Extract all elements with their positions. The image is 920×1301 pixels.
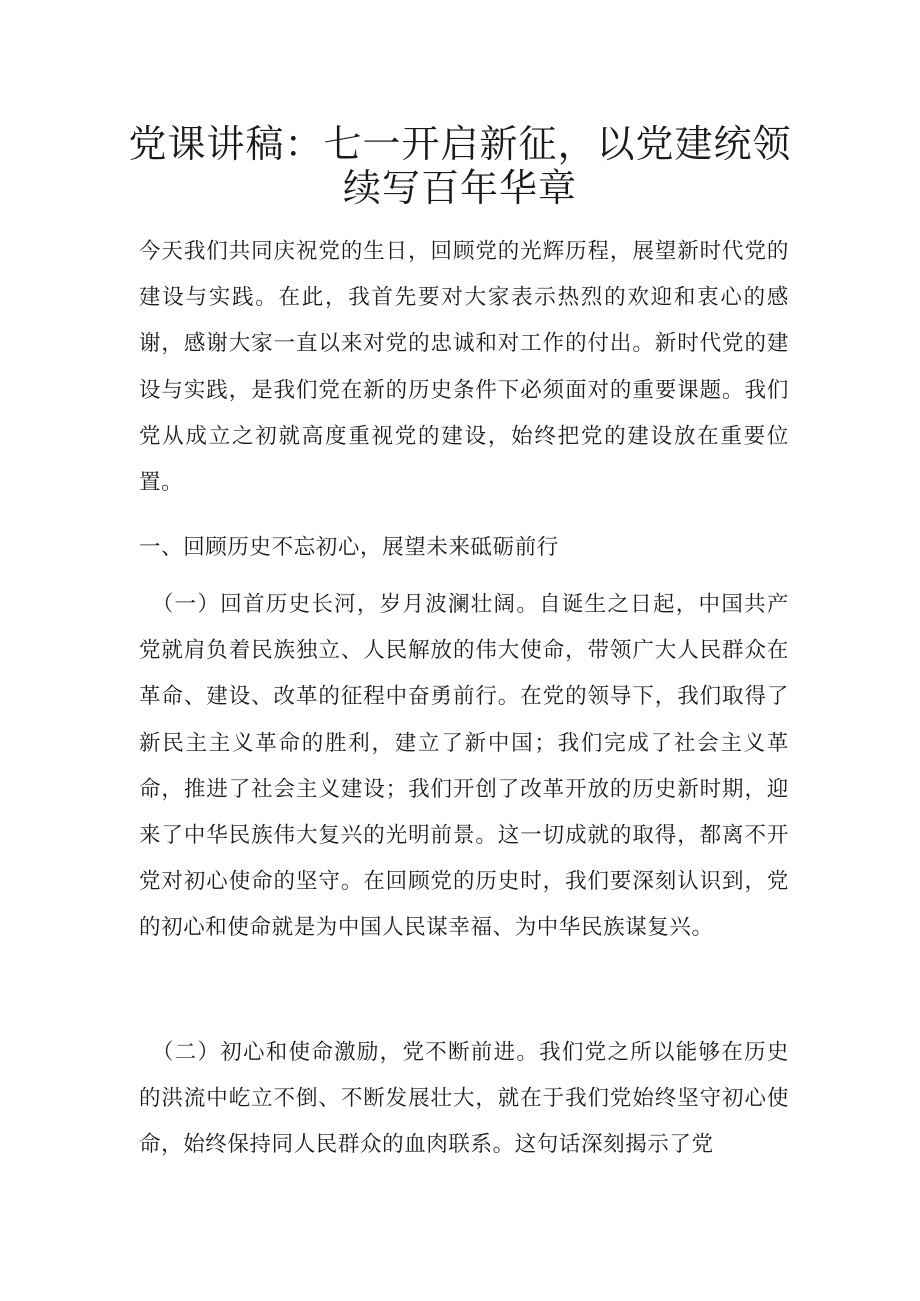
body-paragraph-1: （一）回首历史长河，岁月波澜壮阔。自诞生之日起，中国共产党就肩负着民族独立、人民解放的伟大使命，带领广大人民群众在革命、建设、改革的征程中奋勇前行。在党的领导下，我们取得了新民主主义革命的胜利，建立了新中国；我们完成了社会主义革命，推进了社会主义建设；我们开创了改革开放的历史新时期，迎来了中华民族伟大复兴的光明前景。这一切成就的取得，都离不开党对初心使命的坚守。在回顾党的历史时，我们要深刻认识到，党的初心和使命就是为中国人民谋幸福、为中华民族谋复兴。 <box>139 592 789 941</box>
section-heading: 一、回顾历史不忘初心，展望未来砥砺前行 <box>139 535 559 560</box>
document-title: 党课讲稿：七一开启新征，以党建统领续写百年华章 <box>128 122 792 210</box>
intro-paragraph: 今天我们共同庆祝党的生日，回顾党的光辉历程，展望新时代党的建设与实践。在此，我首先要对大家表示热烈的欢迎和衷心的感谢，感谢大家一直以来对党的忠诚和对工作的付出。新时代党的建设与实践，是我们党在新的历史条件下必须面对的重要课题。我们党从成立之初就高度重视党的建设，始终把党的建设放在重要位置。 <box>139 239 789 496</box>
body-paragraph-2: （二）初心和使命激励，党不断前进。我们党之所以能够在历史的洪流中屹立不倒、不断发展壮大，就在于我们党始终坚守初心使命，始终保持同人民群众的血肉联系。这句话深刻揭示了党 <box>139 1040 789 1158</box>
